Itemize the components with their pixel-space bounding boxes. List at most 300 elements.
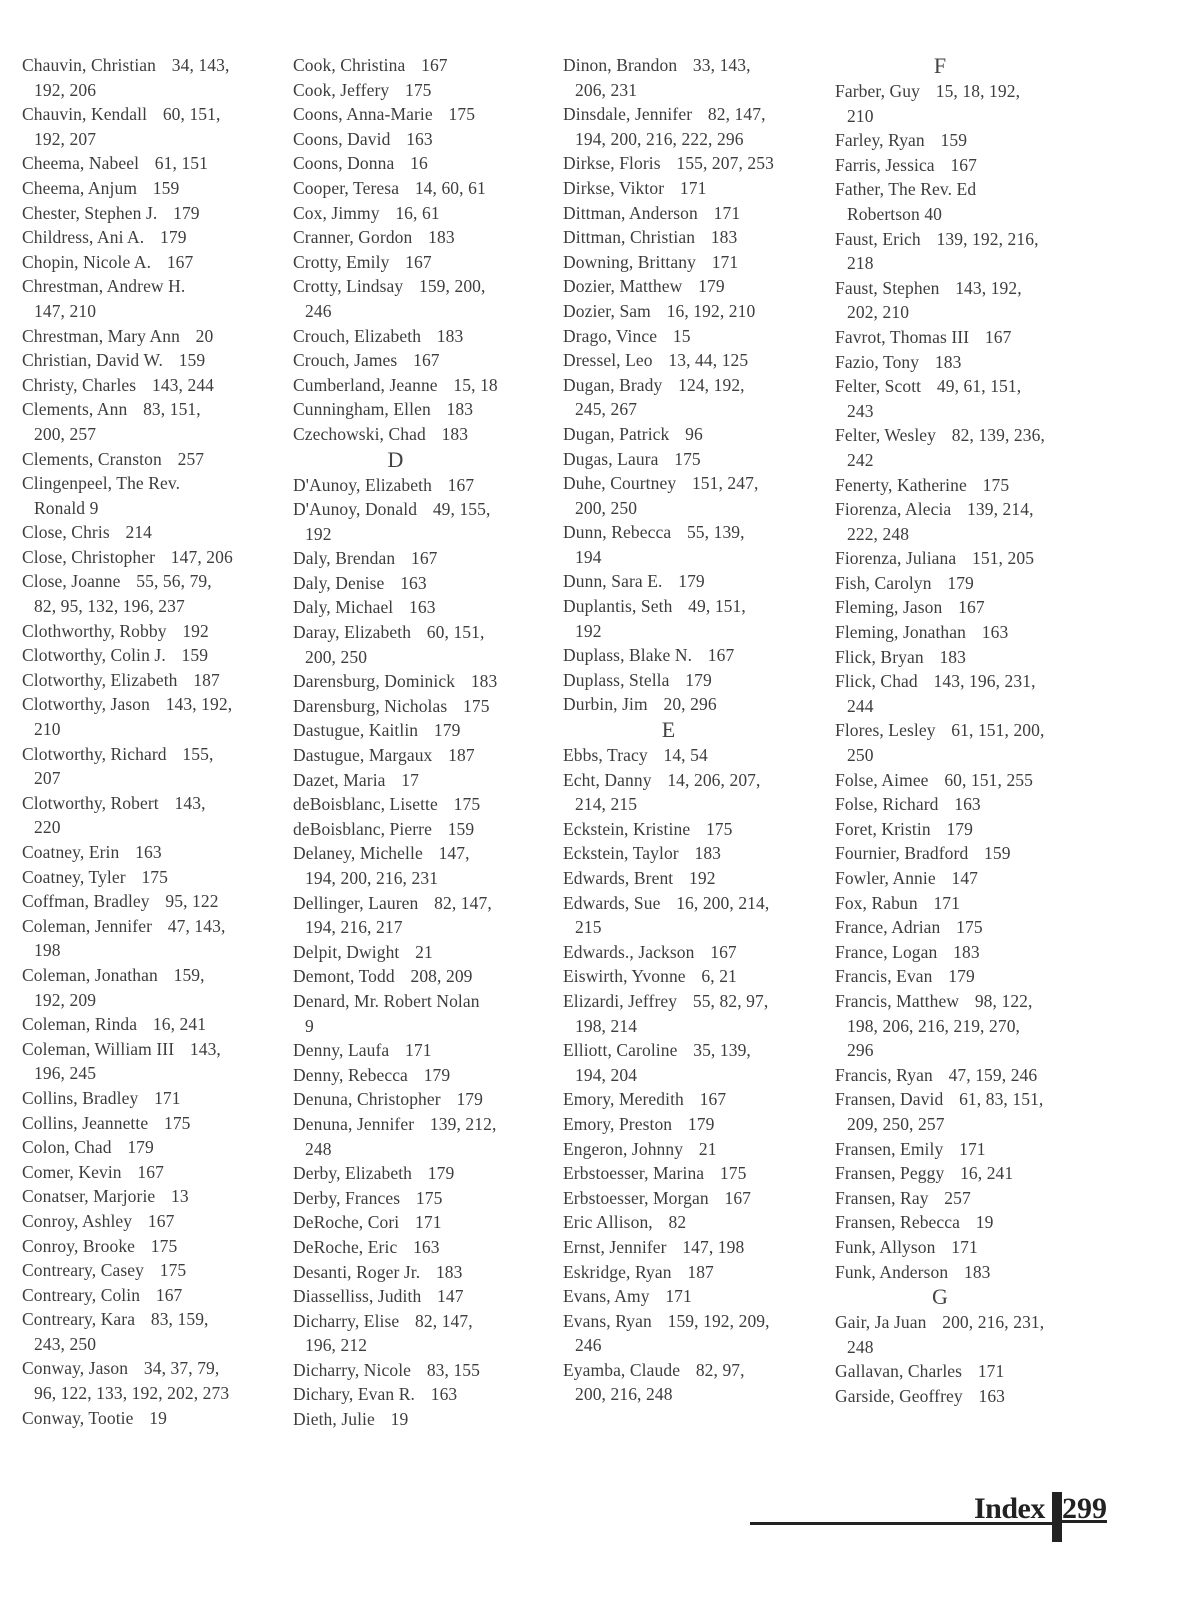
index-entry (293, 176, 498, 201)
entry-name: Felter, Scott (835, 376, 922, 397)
entry-name: Daly, Denise (293, 572, 385, 593)
index-column-3 (563, 53, 774, 1407)
entry-pages: Ronald 9 (34, 497, 99, 518)
entry-pages: 196, 212 (305, 1335, 368, 1356)
entry-pages: 19 (975, 1212, 994, 1233)
entry-pages: 61, 151 (154, 153, 208, 174)
entry-name: Fish, Carolyn (835, 572, 932, 593)
entry-pages: 167 (155, 1284, 183, 1305)
index-entry (22, 1012, 233, 1037)
entry-pages: 159, (173, 964, 205, 985)
entry-pages: 167 (710, 941, 737, 962)
entry-pages: 183 (436, 325, 464, 346)
entry-name: Dazet, Maria (293, 769, 386, 790)
index-entry (293, 473, 498, 498)
entry-name: Contreary, Kara (22, 1309, 136, 1330)
entry-pages: 167 (147, 1210, 175, 1231)
entry-name: Contreary, Casey (22, 1260, 144, 1281)
index-entry (22, 1160, 233, 1185)
index-entry (293, 669, 498, 694)
index-column-1 (22, 53, 233, 1430)
index-entry (835, 989, 1045, 1063)
entry-pages: 167 (447, 474, 475, 495)
index-entry (563, 1161, 774, 1186)
entry-name: Chauvin, Christian (22, 55, 157, 75)
entry-pages: 171 (665, 1286, 692, 1307)
entry-name: Dastugue, Margaux (293, 745, 433, 766)
index-entry (563, 1087, 774, 1112)
entry-pages: 248 (305, 1138, 332, 1159)
entry-name: Durbin, Jim (563, 694, 648, 715)
index-entry (835, 1161, 1045, 1186)
entry-pages: 159 (447, 818, 475, 839)
index-entry (293, 1358, 498, 1383)
entry-name: Darensburg, Dominick (293, 671, 456, 692)
index-entry (563, 668, 774, 693)
index-entry (563, 274, 774, 299)
index-entry (22, 324, 233, 349)
entry-pages: 16, 200, 214, (676, 892, 770, 913)
index-entry (563, 768, 774, 817)
entry-name: Dicharry, Nicole (293, 1359, 412, 1380)
entry-name: Francis, Evan (835, 966, 933, 987)
index-entry (293, 817, 498, 842)
entry-pages: 83, 159, (150, 1309, 209, 1330)
index-entry (22, 1086, 233, 1111)
index-entry (293, 1260, 498, 1285)
entry-pages: 163 (406, 128, 433, 149)
entry-pages: 175 (163, 1112, 191, 1133)
entry-name: Coleman, Rinda (22, 1014, 138, 1035)
index-entry (563, 743, 774, 768)
entry-name: Dicharry, Elise (293, 1310, 400, 1331)
index-entry (835, 866, 1045, 891)
entry-pages: 151, 205 (972, 548, 1035, 569)
entry-pages: 171 (679, 177, 707, 198)
entry-name: Downing, Brittany (563, 251, 696, 272)
entry-pages: 183 (963, 1261, 991, 1282)
entry-name: Dittman, Anderson (563, 202, 698, 223)
entry-name: Dozier, Sam (563, 300, 651, 321)
entry-pages: 82, 139, 236, (951, 425, 1045, 446)
entry-pages: 175 (705, 818, 733, 839)
index-entry (293, 324, 498, 349)
entry-name: Cheema, Nabeel (22, 153, 140, 174)
entry-name: Dunn, Rebecca (563, 522, 672, 543)
entry-name: Felter, Wesley (835, 425, 937, 446)
entry-pages: 200, 216, 231, (942, 1312, 1045, 1333)
entry-name: Clements, Cranston (22, 448, 162, 469)
entry-name: Fournier, Bradford (835, 843, 969, 864)
entry-name: Duplass, Stella (563, 669, 670, 690)
entry-pages: 200, 257 (34, 423, 97, 444)
entry-name: Erbstoesser, Marina (563, 1163, 705, 1184)
entry-pages: 55, 82, 97, (692, 990, 769, 1011)
entry-name: Dichary, Evan R. (293, 1384, 415, 1405)
entry-pages: 159, 192, 209, (667, 1310, 770, 1331)
index-entry (22, 889, 233, 914)
entry-pages: 159 (940, 130, 968, 151)
entry-pages: 16, 241 (152, 1014, 207, 1035)
entry-pages: 155, (182, 743, 214, 764)
entry-pages: 163 (954, 794, 981, 815)
entry-name: Conroy, Brooke (22, 1235, 136, 1256)
entry-pages: 183 (953, 941, 980, 962)
entry-name: DeRoche, Cori (293, 1212, 400, 1233)
entry-name: Chrestman, Andrew H. (22, 276, 186, 297)
index-entry (293, 274, 498, 323)
entry-pages: 218 (847, 253, 874, 274)
entry-name: Darensburg, Nicholas (293, 695, 448, 716)
index-entry (563, 1186, 774, 1211)
entry-name: Fiorenza, Juliana (835, 548, 957, 569)
entry-pages: 171 (154, 1087, 181, 1108)
entry-name: Fransen, David (835, 1089, 944, 1110)
entry-name: Clements, Ann (22, 399, 128, 420)
section-letter: D (387, 446, 404, 472)
index-entry (293, 891, 498, 940)
entry-name: Christian, David W. (22, 350, 163, 371)
entry-name: Cheema, Anjum (22, 177, 138, 198)
index-entry (22, 274, 233, 323)
entry-pages: 17 (401, 769, 419, 790)
index-entry (563, 299, 774, 324)
index-entry (22, 102, 233, 151)
entry-pages: 61, 151, 200, (951, 720, 1045, 741)
entry-name: Fleming, Jonathan (835, 622, 966, 643)
index-entry (835, 669, 1045, 718)
entry-pages: 139, 212, (429, 1113, 497, 1134)
entry-name: Flores, Lesley (835, 720, 936, 741)
index-entry (293, 151, 498, 176)
entry-name: Dressel, Leo (563, 350, 653, 371)
index-entry (293, 768, 498, 793)
footer-bar (1052, 1492, 1062, 1542)
index-entry (563, 1309, 774, 1358)
entry-pages: 214, 215 (575, 794, 638, 815)
entry-pages: 179 (678, 571, 705, 592)
entry-name: Fleming, Jason (835, 597, 943, 618)
entry-pages: 167 (405, 251, 432, 272)
entry-pages: 159 (178, 350, 206, 371)
entry-name: Eric Allison, (563, 1212, 653, 1233)
entry-pages: 179 (173, 202, 200, 223)
entry-pages: 98, 122, (974, 990, 1033, 1011)
entry-pages: 210 (847, 105, 874, 126)
entry-name: Elizardi, Jeffrey (563, 990, 678, 1011)
entry-pages: 192, 206 (34, 79, 97, 100)
index-entry (293, 546, 498, 571)
entry-pages: 82, 97, (695, 1359, 745, 1380)
entry-pages: 171 (711, 251, 739, 272)
entry-pages: 210 (34, 719, 61, 740)
entry-name: Denny, Laufa (293, 1040, 390, 1061)
entry-name: Fransen, Emily (835, 1138, 944, 1159)
entry-pages: 175 (719, 1163, 747, 1184)
index-entry (835, 964, 1045, 989)
index-entry (293, 373, 498, 398)
entry-pages: 167 (699, 1089, 727, 1110)
index-entry (563, 471, 774, 520)
entry-pages: 147, 210 (34, 300, 97, 321)
index-entry (22, 176, 233, 201)
index-entry (22, 397, 233, 446)
entry-pages: 202, 210 (847, 302, 910, 323)
entry-pages: 179 (423, 1064, 451, 1085)
entry-pages: 19 (149, 1407, 167, 1428)
entry-name: Clothworthy, Robby (22, 620, 167, 641)
entry-name: Comer, Kevin (22, 1161, 122, 1182)
entry-pages: 175 (159, 1260, 187, 1281)
entry-pages: 171 (951, 1236, 978, 1257)
entry-pages: 179 (127, 1137, 154, 1158)
index-entry (563, 1260, 774, 1285)
index-entry (22, 1209, 233, 1234)
entry-pages: 179 (456, 1089, 484, 1110)
index-entry (835, 595, 1045, 620)
index-entry (22, 1184, 233, 1209)
entry-pages: 257 (177, 448, 205, 469)
entry-name: France, Logan (835, 941, 938, 962)
entry-name: Colon, Chad (22, 1137, 112, 1158)
index-entry (835, 473, 1045, 498)
index-entry (293, 1087, 498, 1112)
entry-pages: 15, 18, 192, (935, 81, 1021, 101)
entry-pages: 49, 151, (688, 596, 746, 617)
entry-pages: 183 (470, 671, 498, 692)
entry-name: Dozier, Matthew (563, 276, 683, 297)
entry-name: deBoisblanc, Lisette (293, 794, 438, 815)
entry-name: Clotworthy, Jason (22, 694, 150, 715)
entry-pages: 179 (685, 669, 712, 690)
entry-name: Francis, Ryan (835, 1064, 933, 1085)
index-entry (293, 595, 498, 620)
entry-pages: 192 (305, 523, 332, 544)
entry-pages: 159, 200, (418, 276, 486, 297)
index-entry (22, 742, 233, 791)
entry-name: Coleman, Jonathan (22, 964, 158, 985)
index-entry (22, 865, 233, 890)
entry-pages: 6, 21 (701, 966, 737, 987)
entry-name: Christy, Charles (22, 374, 137, 395)
index-entry (835, 1235, 1045, 1260)
entry-name: Emory, Preston (563, 1113, 673, 1134)
entry-pages: 167 (413, 350, 440, 371)
entry-name: Coatney, Tyler (22, 866, 126, 887)
index-entry (293, 989, 498, 1038)
index-column-4 (835, 53, 1045, 1408)
entry-pages: 163 (413, 1236, 440, 1257)
entry-pages: 244 (847, 695, 874, 716)
entry-pages: 192 (689, 868, 716, 888)
entry-pages: 143, 192, (955, 277, 1022, 298)
index-entry (293, 718, 498, 743)
index-entry (835, 1210, 1045, 1235)
entry-name: Crotty, Emily (293, 251, 390, 272)
entry-name: Clingenpeel, The Rev. (22, 473, 181, 494)
entry-pages: 194 (575, 546, 602, 567)
entry-name: Contreary, Colin (22, 1284, 141, 1305)
entry-pages: 183 (939, 646, 967, 667)
entry-name: Eiswirth, Yvonne (563, 966, 686, 987)
entry-pages: 60, 151, 255 (944, 769, 1034, 790)
entry-pages: 242 (847, 449, 874, 470)
index-column-2 (293, 53, 498, 1432)
entry-pages: 183 (435, 1261, 463, 1282)
entry-pages: 183 (446, 399, 474, 420)
entry-pages: 222, 248 (847, 523, 910, 544)
entry-pages: 167 (958, 597, 985, 618)
index-entry (293, 53, 498, 78)
index-entry (835, 915, 1045, 940)
index-entry (835, 497, 1045, 546)
index-entry (563, 1235, 774, 1260)
index-entry (835, 891, 1045, 916)
entry-pages: 147 (951, 868, 979, 888)
index-entry (293, 497, 498, 546)
entry-pages: 246 (305, 300, 332, 321)
index-entry (22, 619, 233, 644)
entry-name: DeRoche, Eric (293, 1236, 398, 1257)
entry-pages: 20 (195, 325, 214, 346)
entry-pages: 167 (724, 1187, 752, 1208)
entry-pages: 47, 159, 246 (948, 1064, 1038, 1085)
entry-pages: 175 (404, 79, 432, 100)
index-entry (293, 1063, 498, 1088)
index-entry (835, 177, 1045, 226)
entry-pages: 250 (847, 745, 874, 766)
index-entry (22, 1356, 233, 1405)
entry-name: Dunn, Sara E. (563, 571, 663, 592)
entry-pages: 167 (950, 154, 977, 175)
entry-pages: 55, 56, 79, (136, 571, 212, 592)
entry-name: Coffman, Bradley (22, 891, 150, 912)
index-entry (563, 692, 774, 717)
entry-pages: 296 (847, 1040, 874, 1061)
entry-pages: 61, 83, 151, (959, 1089, 1044, 1110)
entry-name: Desanti, Roger Jr. (293, 1261, 421, 1282)
index-entry (563, 53, 774, 102)
entry-pages: 179 (947, 572, 974, 593)
index-entry (563, 447, 774, 472)
entry-name: Close, Christopher (22, 546, 156, 567)
index-entry (293, 792, 498, 817)
entry-pages: 13, 44, 125 (668, 350, 749, 371)
entry-pages: 183 (694, 843, 722, 864)
entry-name: Fenerty, Katherine (835, 474, 967, 495)
index-entry (563, 348, 774, 373)
entry-name: Clotworthy, Richard (22, 743, 167, 764)
entry-name: Diasselliss, Judith (293, 1286, 422, 1307)
entry-pages: 179 (946, 818, 974, 839)
entry-name: Fowler, Annie (835, 868, 936, 888)
index-entry (563, 817, 774, 842)
entry-pages: 209, 250, 257 (847, 1113, 945, 1134)
index-entry (563, 569, 774, 594)
index-entry (293, 127, 498, 152)
entry-pages: 171 (405, 1040, 432, 1061)
index-entry (835, 374, 1045, 423)
index-entry (563, 324, 774, 349)
entry-name: Evans, Amy (563, 1286, 650, 1307)
entry-name: Dugan, Brady (563, 374, 663, 395)
entry-name: France, Adrian (835, 917, 941, 938)
index-entry (835, 940, 1045, 965)
entry-name: Edwards., Jackson (563, 941, 695, 962)
entry-name: Conatser, Marjorie (22, 1186, 156, 1207)
index-entry (563, 151, 774, 176)
entry-pages: 179 (687, 1113, 715, 1134)
index-entry (293, 694, 498, 719)
entry-pages: 16, 61 (395, 202, 440, 223)
entry-name: Francis, Matthew (835, 990, 960, 1011)
index-entry (293, 1038, 498, 1063)
entry-pages: 187 (448, 745, 475, 766)
entry-name: Dittman, Christian (563, 227, 696, 248)
index-entry (563, 1210, 774, 1235)
entry-pages: 14, 60, 61 (414, 177, 486, 198)
index-entry (563, 643, 774, 668)
entry-name: Gair, Ja Juan (835, 1312, 927, 1333)
entry-pages: 171 (959, 1138, 986, 1159)
index-entry (563, 201, 774, 226)
entry-name: Emory, Meredith (563, 1089, 684, 1110)
entry-pages: 151, 247, (691, 473, 759, 494)
entry-pages: 192 (182, 620, 209, 641)
index-entry (22, 914, 233, 963)
index-entry (293, 620, 498, 669)
entry-name: Daly, Michael (293, 597, 394, 618)
entry-pages: 21 (415, 941, 433, 962)
entry-name: Folse, Aimee (835, 769, 929, 790)
entry-pages: 143, 244 (151, 374, 215, 395)
index-entry (293, 102, 498, 127)
entry-pages: 55, 139, (686, 522, 745, 543)
index-entry (563, 1038, 774, 1087)
entry-pages: 83, 155 (426, 1359, 481, 1380)
entry-name: Cook, Jeffery (293, 79, 390, 100)
index-entry (22, 1283, 233, 1308)
index-entry (563, 1137, 774, 1162)
index-entry (22, 1135, 233, 1160)
entry-name: Collins, Jeannette (22, 1112, 149, 1133)
index-entry (293, 1382, 498, 1407)
entry-pages: 47, 143, (167, 915, 226, 936)
entry-name: Daly, Brendan (293, 548, 396, 569)
entry-name: Derby, Frances (293, 1187, 401, 1208)
entry-name: Gallavan, Charles (835, 1361, 963, 1382)
entry-name: Dirkse, Floris (563, 153, 661, 174)
index-entry (563, 594, 774, 643)
entry-name: Denard, Mr. Robert Nolan (293, 990, 480, 1011)
index-entry (22, 1307, 233, 1356)
entry-name: Eckstein, Kristine (563, 818, 691, 839)
entry-pages: 82, 147, (434, 892, 492, 913)
index-entry (22, 668, 233, 693)
index-entry (293, 201, 498, 226)
entry-name: Fransen, Peggy (835, 1163, 945, 1184)
entry-name: Dinon, Brandon (563, 55, 678, 75)
entry-name: Coleman, Jennifer (22, 915, 152, 936)
entry-name: Crouch, James (293, 350, 398, 371)
entry-pages: 147, 198 (682, 1236, 745, 1257)
index-entry (293, 422, 498, 447)
entry-name: Faust, Erich (835, 228, 921, 249)
index-entry (22, 1234, 233, 1259)
entry-pages: 33, 143, (692, 55, 751, 75)
entry-name: Duplantis, Seth (563, 596, 673, 617)
entry-pages: 179 (698, 276, 725, 297)
